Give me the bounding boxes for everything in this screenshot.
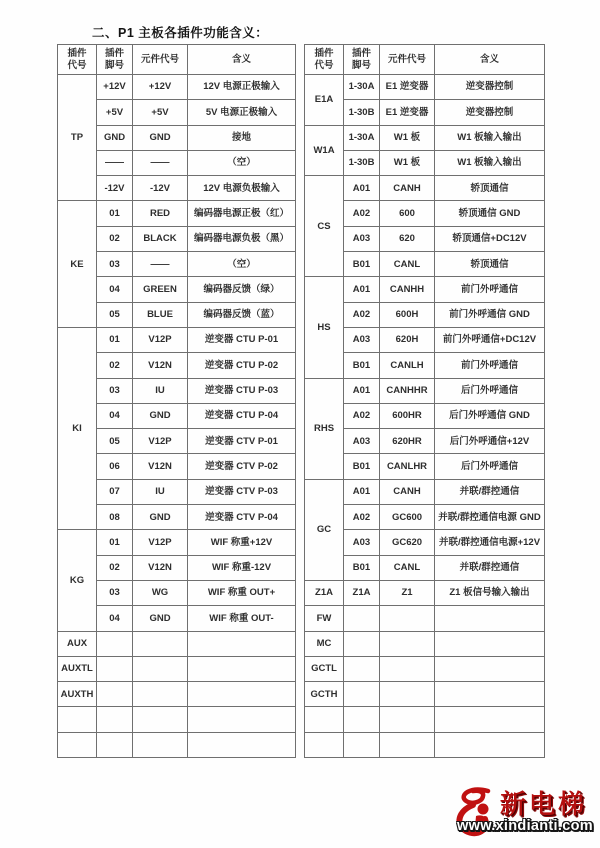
pin-cell: —— xyxy=(97,150,133,175)
pin-cell: A02 xyxy=(344,201,380,226)
meaning-cell: WIF 称重-12V xyxy=(188,555,296,580)
component-cell: V12N xyxy=(133,353,188,378)
meaning-cell: 逆变器 CTV P-03 xyxy=(188,479,296,504)
connector-code-cell: E1A xyxy=(305,75,344,126)
meaning-cell xyxy=(188,656,296,681)
component-cell: CANLH xyxy=(380,353,435,378)
pin-cell: A03 xyxy=(344,429,380,454)
component-cell xyxy=(380,732,435,757)
column-header: 元件代号 xyxy=(380,45,435,75)
meaning-cell: 前门外呼通信+DC12V xyxy=(435,327,545,352)
meaning-cell: WIF 称重 OUT- xyxy=(188,606,296,631)
meaning-cell: 轿顶通信 xyxy=(435,176,545,201)
logo-brand-text: 新电梯 xyxy=(500,789,588,819)
table-row xyxy=(305,631,545,656)
component-cell: WG xyxy=(133,580,188,605)
meaning-cell: 逆变器 CTU P-02 xyxy=(188,353,296,378)
component-cell: BLACK xyxy=(133,226,188,251)
meaning-cell: 逆变器控制 xyxy=(435,100,545,125)
pin-cell: -12V xyxy=(97,176,133,201)
pin-cell: 1-30B xyxy=(344,150,380,175)
connector-code-cell: AUXTL xyxy=(58,656,97,681)
pin-cell: Z1A xyxy=(344,580,380,605)
connector-code-cell: KE xyxy=(58,201,97,327)
component-cell: 620HR xyxy=(380,429,435,454)
table-row xyxy=(305,707,545,732)
meaning-cell xyxy=(435,656,545,681)
component-cell: CANH xyxy=(380,479,435,504)
meaning-cell: （空） xyxy=(188,252,296,277)
component-cell: GC600 xyxy=(380,505,435,530)
pin-cell xyxy=(97,732,133,757)
connector-code-cell: Z1A xyxy=(305,580,344,605)
table-row xyxy=(305,176,545,201)
pin-cell: 05 xyxy=(97,302,133,327)
component-cell xyxy=(133,732,188,757)
connector-code-cell: FW xyxy=(305,606,344,631)
component-cell xyxy=(133,631,188,656)
pin-cell: A02 xyxy=(344,505,380,530)
connector-code-cell: RHS xyxy=(305,378,344,479)
meaning-cell: 并联/群控通信电源 GND xyxy=(435,505,545,530)
component-cell: —— xyxy=(133,252,188,277)
pin-cell: A02 xyxy=(344,302,380,327)
pin-cell: A02 xyxy=(344,403,380,428)
component-cell: GREEN xyxy=(133,277,188,302)
table-row xyxy=(305,682,545,707)
pin-cell: +5V xyxy=(97,100,133,125)
pin-cell: 08 xyxy=(97,505,133,530)
meaning-cell xyxy=(435,606,545,631)
pin-cell: 01 xyxy=(97,201,133,226)
connector-code-cell: GCTH xyxy=(305,682,344,707)
component-cell: CANHHR xyxy=(380,378,435,403)
table-row xyxy=(58,201,296,226)
pin-cell: 01 xyxy=(97,327,133,352)
component-cell: V12N xyxy=(133,454,188,479)
meaning-cell: 并联/群控通信 xyxy=(435,555,545,580)
column-header: 含义 xyxy=(435,45,545,75)
pin-cell: 06 xyxy=(97,454,133,479)
pin-cell xyxy=(344,682,380,707)
meaning-cell: 逆变器 CTU P-01 xyxy=(188,327,296,352)
table-row xyxy=(305,479,545,504)
meaning-cell: 后门外呼通信 xyxy=(435,454,545,479)
component-cell: CANL xyxy=(380,555,435,580)
component-cell: 620H xyxy=(380,327,435,352)
table-row xyxy=(58,631,296,656)
meaning-cell: Z1 板信号输入输出 xyxy=(435,580,545,605)
pin-cell: +12V xyxy=(97,75,133,100)
meaning-cell: 并联/群控通信 xyxy=(435,479,545,504)
meaning-cell xyxy=(188,732,296,757)
component-cell: E1 逆变器 xyxy=(380,75,435,100)
pin-cell: 02 xyxy=(97,555,133,580)
meaning-cell: 后门外呼通信 xyxy=(435,378,545,403)
component-cell: GND xyxy=(133,505,188,530)
connector-code-cell: AUX xyxy=(58,631,97,656)
table-row xyxy=(58,732,296,757)
pin-cell: A01 xyxy=(344,378,380,403)
component-cell: +12V xyxy=(133,75,188,100)
meaning-cell: 后门外呼通信+12V xyxy=(435,429,545,454)
meaning-cell: 逆变器 CTV P-04 xyxy=(188,505,296,530)
meaning-cell: 接地 xyxy=(188,125,296,150)
meaning-cell: 5V 电源正极输入 xyxy=(188,100,296,125)
table-row xyxy=(58,327,296,352)
component-cell xyxy=(133,656,188,681)
meaning-cell xyxy=(188,631,296,656)
pin-cell: B01 xyxy=(344,353,380,378)
component-cell: —— xyxy=(133,150,188,175)
pin-cell: 02 xyxy=(97,226,133,251)
page-title: 二、P1 主板各插件功能含义： xyxy=(92,26,269,40)
table-row xyxy=(58,707,296,732)
meaning-cell xyxy=(435,682,545,707)
pin-cell xyxy=(344,707,380,732)
pin-cell: 02 xyxy=(97,353,133,378)
connector-code-cell: W1A xyxy=(305,125,344,176)
meaning-cell: 逆变器 CTU P-03 xyxy=(188,378,296,403)
meaning-cell xyxy=(435,707,545,732)
connector-code-cell xyxy=(305,707,344,732)
table-row xyxy=(305,277,545,302)
table-row xyxy=(58,75,296,100)
connector-code-cell: HS xyxy=(305,277,344,378)
component-cell xyxy=(380,682,435,707)
pin-cell xyxy=(344,732,380,757)
component-cell: V12N xyxy=(133,555,188,580)
table-row xyxy=(305,125,545,150)
meaning-cell: WIF 称重 OUT+ xyxy=(188,580,296,605)
component-cell: GND xyxy=(133,606,188,631)
meaning-cell: 编码器反馈（蓝） xyxy=(188,302,296,327)
meaning-cell xyxy=(188,682,296,707)
table-row xyxy=(305,732,545,757)
meaning-cell: 并联/群控通信电源+12V xyxy=(435,530,545,555)
meaning-cell: （空） xyxy=(188,150,296,175)
component-cell: CANH xyxy=(380,176,435,201)
pin-cell: B01 xyxy=(344,252,380,277)
meaning-cell: W1 板输入输出 xyxy=(435,150,545,175)
connector-code-cell: AUXTH xyxy=(58,682,97,707)
pin-cell: A01 xyxy=(344,176,380,201)
table-row xyxy=(305,606,545,631)
pin-cell: 07 xyxy=(97,479,133,504)
connector-code-cell xyxy=(305,732,344,757)
pin-cell xyxy=(97,682,133,707)
table-row xyxy=(58,656,296,681)
component-cell: GND xyxy=(133,125,188,150)
xindianti-logo xyxy=(450,783,600,845)
meaning-cell: 编码器电源负极（黑） xyxy=(188,226,296,251)
pin-cell: A03 xyxy=(344,226,380,251)
connector-code-cell xyxy=(58,707,97,732)
column-header: 插件 脚号 xyxy=(97,45,133,75)
meaning-cell xyxy=(435,732,545,757)
component-cell: +5V xyxy=(133,100,188,125)
component-cell xyxy=(380,707,435,732)
component-cell: GC620 xyxy=(380,530,435,555)
pin-cell: A03 xyxy=(344,530,380,555)
header-row xyxy=(305,45,545,75)
component-cell: E1 逆变器 xyxy=(380,100,435,125)
meaning-cell xyxy=(188,707,296,732)
pin-cell xyxy=(97,707,133,732)
component-cell: V12P xyxy=(133,530,188,555)
connector-code-cell: CS xyxy=(305,176,344,277)
connector-code-cell: TP xyxy=(58,75,97,201)
pin-cell: 03 xyxy=(97,252,133,277)
meaning-cell: 后门外呼通信 GND xyxy=(435,403,545,428)
pin-cell: B01 xyxy=(344,454,380,479)
component-cell xyxy=(133,682,188,707)
meaning-cell: 逆变器 CTU P-04 xyxy=(188,403,296,428)
component-cell: W1 板 xyxy=(380,125,435,150)
header-row xyxy=(58,45,296,75)
table-row xyxy=(305,378,545,403)
pin-cell: B01 xyxy=(344,555,380,580)
meaning-cell: 编码器电源正极（红） xyxy=(188,201,296,226)
pin-cell: GND xyxy=(97,125,133,150)
component-cell xyxy=(380,656,435,681)
component-cell: IU xyxy=(133,479,188,504)
connector-code-cell: KI xyxy=(58,327,97,529)
pin-cell: 05 xyxy=(97,429,133,454)
table-row xyxy=(305,75,545,100)
pin-cell: 04 xyxy=(97,277,133,302)
meaning-cell: 逆变器 CTV P-01 xyxy=(188,429,296,454)
component-cell: 600 xyxy=(380,201,435,226)
table-row xyxy=(305,580,545,605)
component-cell xyxy=(380,606,435,631)
column-header: 含义 xyxy=(188,45,296,75)
connector-code-cell: KG xyxy=(58,530,97,631)
column-header: 插件 脚号 xyxy=(344,45,380,75)
component-cell: Z1 xyxy=(380,580,435,605)
connector-code-cell: GCTL xyxy=(305,656,344,681)
logo-url-text: www.xindianti.com xyxy=(457,818,593,834)
connector-code-cell: MC xyxy=(305,631,344,656)
column-header: 元件代号 xyxy=(133,45,188,75)
component-cell: CANHH xyxy=(380,277,435,302)
meaning-cell: 轿顶通信 xyxy=(435,252,545,277)
column-header: 插件 代号 xyxy=(58,45,97,75)
component-cell xyxy=(380,631,435,656)
connector-table-right xyxy=(304,44,545,758)
component-cell: GND xyxy=(133,403,188,428)
column-header: 插件 代号 xyxy=(305,45,344,75)
pin-cell xyxy=(344,631,380,656)
meaning-cell: 逆变器控制 xyxy=(435,75,545,100)
pin-cell: 1-30B xyxy=(344,100,380,125)
component-cell: V12P xyxy=(133,429,188,454)
component-cell xyxy=(133,707,188,732)
table-row xyxy=(58,530,296,555)
component-cell: IU xyxy=(133,378,188,403)
pin-cell: A01 xyxy=(344,479,380,504)
pin-cell: 01 xyxy=(97,530,133,555)
meaning-cell: 前门外呼通信 xyxy=(435,277,545,302)
meaning-cell: 逆变器 CTV P-02 xyxy=(188,454,296,479)
component-cell: 620 xyxy=(380,226,435,251)
component-cell: 600H xyxy=(380,302,435,327)
pin-cell: A03 xyxy=(344,327,380,352)
pin-cell: 03 xyxy=(97,580,133,605)
component-cell: -12V xyxy=(133,176,188,201)
table-row xyxy=(58,682,296,707)
meaning-cell xyxy=(435,631,545,656)
meaning-cell: 编码器反馈（绿） xyxy=(188,277,296,302)
connector-table-left xyxy=(57,44,296,758)
pin-cell: 04 xyxy=(97,403,133,428)
meaning-cell: WIF 称重+12V xyxy=(188,530,296,555)
connector-code-cell xyxy=(58,732,97,757)
component-cell: BLUE xyxy=(133,302,188,327)
meaning-cell: W1 板输入输出 xyxy=(435,125,545,150)
meaning-cell: 12V 电源负极输入 xyxy=(188,176,296,201)
connector-code-cell: GC xyxy=(305,479,344,580)
pin-cell xyxy=(97,631,133,656)
meaning-cell: 前门外呼通信 GND xyxy=(435,302,545,327)
pin-cell xyxy=(97,656,133,681)
pin-cell xyxy=(344,606,380,631)
component-cell: 600HR xyxy=(380,403,435,428)
component-cell: RED xyxy=(133,201,188,226)
pin-cell: 1-30A xyxy=(344,125,380,150)
meaning-cell: 12V 电源正极输入 xyxy=(188,75,296,100)
pin-cell: 1-30A xyxy=(344,75,380,100)
component-cell: V12P xyxy=(133,327,188,352)
meaning-cell: 轿顶通信+DC12V xyxy=(435,226,545,251)
pin-cell xyxy=(344,656,380,681)
meaning-cell: 前门外呼通信 xyxy=(435,353,545,378)
component-cell: CANLHR xyxy=(380,454,435,479)
component-cell: W1 板 xyxy=(380,150,435,175)
pin-cell: A01 xyxy=(344,277,380,302)
table-row xyxy=(305,656,545,681)
component-cell: CANL xyxy=(380,252,435,277)
meaning-cell: 轿顶通信 GND xyxy=(435,201,545,226)
pin-cell: 04 xyxy=(97,606,133,631)
pin-cell: 03 xyxy=(97,378,133,403)
